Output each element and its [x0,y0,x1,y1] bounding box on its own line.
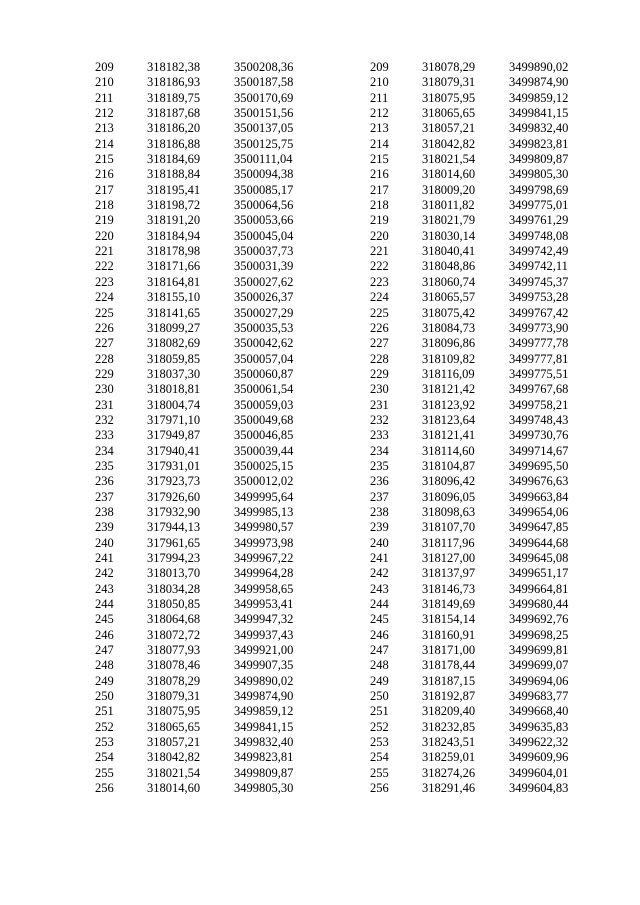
coordinate-x: 318096,42 [422,474,476,489]
coordinate-x: 318188,84 [147,167,201,182]
coordinate-y: 3499832,40 [509,121,569,136]
point-number: 240 [370,535,389,550]
point-number: 224 [95,290,114,305]
coordinate-x: 318155,10 [147,290,201,305]
coordinate-x: 318078,46 [147,658,201,673]
coordinate-y: 3500049,68 [234,412,294,427]
coordinate-y: 3499714,67 [509,443,569,458]
coordinate-x: 318042,82 [147,750,201,765]
coordinate-y: 3499773,90 [509,320,569,335]
point-number: 211 [95,90,114,105]
coordinate-y: 3499859,12 [509,90,569,105]
coordinate-x: 318259,01 [422,750,476,765]
point-number: 243 [370,581,389,596]
point-number: 249 [370,673,389,688]
coordinate-y: 3500125,75 [234,136,294,151]
coordinate-x: 317944,13 [147,520,201,535]
point-number: 256 [95,781,114,796]
point-number: 216 [95,167,114,182]
coordinate-x: 318084,73 [422,320,476,335]
coordinate-y: 3499805,30 [234,781,294,796]
point-number: 224 [370,290,389,305]
coordinate-x: 318059,85 [147,351,201,366]
coordinate-x: 318048,86 [422,259,476,274]
coordinate-y: 3500027,29 [234,305,294,320]
coordinate-y: 3500059,03 [234,397,294,412]
point-number: 233 [370,428,389,443]
coordinate-x: 318117,96 [422,535,475,550]
point-number: 225 [370,305,389,320]
coordinate-y: 3499767,68 [509,382,569,397]
point-number: 223 [95,274,114,289]
coordinate-y: 3499947,32 [234,612,294,627]
coordinate-x: 318114,60 [422,443,475,458]
coordinate-x: 317961,65 [147,535,201,550]
point-number: 247 [370,643,389,658]
coordinate-x: 318040,41 [422,244,476,259]
coordinate-x: 318195,41 [147,182,201,197]
point-number: 254 [370,750,389,765]
coordinate-y: 3500042,62 [234,336,294,351]
point-number: 246 [95,627,114,642]
coordinate-y: 3499958,65 [234,581,294,596]
point-number: 213 [95,121,114,136]
coordinate-y: 3500061,54 [234,382,294,397]
coordinate-x: 318164,81 [147,274,201,289]
coordinate-y: 3499967,22 [234,551,294,565]
coordinate-y: 3499753,28 [509,290,569,305]
coordinate-y: 3500085,17 [234,182,294,197]
coordinate-x: 318021,54 [422,152,476,167]
coordinate-x: 318186,88 [147,136,201,151]
coordinate-y: 3500111,04 [234,152,293,167]
coordinate-x: 317994,23 [147,551,201,565]
coordinate-x: 318011,82 [422,198,475,213]
coordinate-y: 3499635,83 [509,719,569,734]
coordinate-y: 3499683,77 [509,689,569,704]
coordinate-x: 318192,87 [422,689,476,704]
point-number: 245 [95,612,114,627]
point-number: 238 [370,504,389,519]
coordinate-y: 3499604,83 [509,781,569,796]
point-number: 243 [95,581,114,596]
coordinate-y: 3499745,37 [509,274,569,289]
coordinate-x: 318171,66 [147,259,201,274]
point-number: 234 [95,443,114,458]
coordinate-x: 318065,57 [422,290,476,305]
coordinate-x: 318009,20 [422,182,476,197]
coordinate-y: 3499676,63 [509,474,569,489]
coordinate-x: 318171,00 [422,643,476,658]
point-number: 237 [370,489,389,504]
point-number: 256 [370,781,389,796]
coordinate-y: 3499680,44 [509,597,569,612]
coordinate-y: 3499645,08 [509,551,569,565]
point-number: 244 [95,597,114,612]
point-number: 233 [95,428,114,443]
point-number: 255 [95,765,114,780]
point-number: 222 [95,259,114,274]
coordinate-x: 318191,20 [147,213,201,228]
point-number: 253 [370,735,389,750]
coordinate-y: 3500094,38 [234,167,294,182]
coordinate-x: 318187,15 [422,673,476,688]
coordinate-x: 318072,72 [147,627,201,642]
coordinate-y: 3499823,81 [234,750,294,765]
point-number: 252 [95,719,114,734]
coordinate-y: 3499604,01 [509,765,569,780]
point-number: 212 [95,106,114,121]
coordinate-y: 3499874,90 [509,75,569,90]
coordinate-x: 318107,70 [422,520,476,535]
point-number: 209 [95,60,114,74]
point-number: 216 [370,167,389,182]
coordinate-y: 3500053,66 [234,213,294,228]
coordinate-y: 3499973,98 [234,535,294,550]
coordinate-x: 318018,81 [147,382,201,397]
coordinate-y: 3499699,07 [509,658,569,673]
coordinate-y: 3500012,02 [234,474,294,489]
point-number: 245 [370,612,389,627]
coordinate-y: 3499890,02 [509,60,569,74]
coordinate-y: 3500037,73 [234,244,294,259]
coordinate-y: 3499654,06 [509,504,569,519]
coordinate-x: 318065,65 [147,719,201,734]
point-number: 230 [370,382,389,397]
coordinate-y: 3499663,84 [509,489,569,504]
coordinate-y: 3499832,40 [234,735,294,750]
point-number: 223 [370,274,389,289]
point-number: 235 [370,458,389,473]
coordinate-y: 3500057,04 [234,351,294,366]
point-number: 221 [95,244,114,259]
coordinate-x: 318109,82 [422,351,476,366]
coordinate-y: 3499695,50 [509,458,569,473]
coordinate-y: 3499841,15 [234,719,294,734]
point-number: 248 [95,658,114,673]
coordinate-x: 318077,93 [147,643,201,658]
coordinate-x: 318146,73 [422,581,476,596]
coordinate-x: 318078,29 [147,673,201,688]
point-number: 228 [95,351,114,366]
point-number: 240 [95,535,114,550]
coordinate-y: 3499651,17 [509,566,569,581]
coordinate-x: 318160,91 [422,627,476,642]
coordinate-x: 318079,31 [147,689,201,704]
coordinate-y: 3500025,15 [234,458,294,473]
point-number: 221 [370,244,389,259]
point-number: 214 [370,136,389,151]
point-number: 239 [370,520,389,535]
point-number: 229 [95,366,114,381]
coordinate-x: 318075,95 [422,90,476,105]
coordinate-x: 318123,64 [422,412,476,427]
point-number: 230 [95,382,114,397]
coordinate-y: 3499767,42 [509,305,569,320]
coordinate-x: 318184,69 [147,152,201,167]
coordinate-y: 3499699,81 [509,643,569,658]
coordinate-x: 318042,82 [422,136,476,151]
coordinate-y: 3499841,15 [509,106,569,121]
coordinate-x: 318037,30 [147,366,201,381]
coordinate-x: 318209,40 [422,704,476,719]
point-number: 231 [95,397,114,412]
point-number: 227 [95,336,114,351]
coordinate-x: 317971,10 [147,412,201,427]
point-number: 244 [370,597,389,612]
coordinate-y: 3499644,68 [509,535,569,550]
point-number: 215 [370,152,389,167]
coordinate-x: 318187,68 [147,106,201,121]
coordinate-y: 3499777,81 [509,351,569,366]
point-number: 227 [370,336,389,351]
point-number: 247 [95,643,114,658]
coordinate-x: 318004,74 [147,397,201,412]
point-number: 229 [370,366,389,381]
coordinate-x: 317926,60 [147,489,201,504]
coordinate-y: 3499775,51 [509,366,569,381]
coordinate-x: 318198,72 [147,198,201,213]
point-number: 231 [370,397,389,412]
coordinate-y: 3499805,30 [509,167,569,182]
coordinate-y: 3499694,06 [509,673,569,688]
coordinate-y: 3499742,49 [509,244,569,259]
coordinate-y: 3500170,69 [234,90,294,105]
point-number: 214 [95,136,114,151]
point-number: 220 [95,228,114,243]
coordinate-x: 318014,60 [147,781,201,796]
coordinate-x: 318178,98 [147,244,201,259]
coordinate-y: 3499622,32 [509,735,569,750]
point-number: 242 [370,566,389,581]
coordinate-y: 3499647,85 [509,520,569,535]
coordinate-x: 318079,31 [422,75,476,90]
coordinate-y: 3499748,08 [509,228,569,243]
coordinate-y: 3499698,25 [509,627,569,642]
coordinate-x: 318057,21 [147,735,201,750]
coordinate-y: 3499775,01 [509,198,569,213]
point-number: 248 [370,658,389,673]
coordinate-y: 3500151,56 [234,106,294,121]
point-number: 212 [370,106,389,121]
point-number: 218 [370,198,389,213]
coordinate-x: 318123,92 [422,397,476,412]
coordinate-x: 318186,93 [147,75,201,90]
point-number: 236 [370,474,389,489]
coordinate-y: 3499890,02 [234,673,294,688]
point-number: 246 [370,627,389,642]
point-number: 239 [95,520,114,535]
point-number: 232 [370,412,389,427]
coordinate-y: 3500027,62 [234,274,294,289]
point-number: 241 [95,551,114,565]
point-number: 210 [95,75,114,90]
coordinate-x: 318014,60 [422,167,476,182]
coordinate-y: 3500137,05 [234,121,294,136]
coordinate-y: 3499874,90 [234,689,294,704]
point-number: 255 [370,765,389,780]
point-number: 234 [370,443,389,458]
coordinate-x: 318078,29 [422,60,476,74]
point-number: 211 [370,90,389,105]
point-number: 252 [370,719,389,734]
coordinate-y: 3499742,11 [509,259,568,274]
coordinate-y: 3499953,41 [234,597,294,612]
point-number: 228 [370,351,389,366]
coordinate-x: 318099,27 [147,320,201,335]
point-number: 226 [95,320,114,335]
coordinate-y: 3499995,64 [234,489,294,504]
coordinate-y: 3500064,56 [234,198,294,213]
coordinate-x: 318030,14 [422,228,476,243]
point-number: 217 [95,182,114,197]
coordinate-x: 318057,21 [422,121,476,136]
point-number: 251 [370,704,389,719]
point-number: 254 [95,750,114,765]
coordinate-y: 3500035,53 [234,320,294,335]
point-number: 241 [370,551,389,565]
coordinate-y: 3500060,87 [234,366,294,381]
coordinate-y: 3500187,58 [234,75,294,90]
coordinate-x: 318075,95 [147,704,201,719]
coordinate-x: 318274,26 [422,765,476,780]
point-number: 253 [95,735,114,750]
coordinate-x: 318075,42 [422,305,476,320]
coordinate-y: 3499761,29 [509,213,569,228]
coordinate-x: 318021,54 [147,765,201,780]
coordinate-x: 317932,90 [147,504,201,519]
point-number: 236 [95,474,114,489]
coordinate-y: 3499859,12 [234,704,294,719]
coordinate-x: 318034,28 [147,581,201,596]
coordinate-y: 3500026,37 [234,290,294,305]
point-number: 213 [370,121,389,136]
coordinate-x: 318096,86 [422,336,476,351]
coordinate-x: 318149,69 [422,597,476,612]
coordinate-x: 318116,09 [422,366,475,381]
point-number: 250 [370,689,389,704]
point-number: 225 [95,305,114,320]
coordinate-x: 317931,01 [147,458,201,473]
coordinate-x: 318082,69 [147,336,201,351]
coordinate-x: 318178,44 [422,658,476,673]
coordinate-x: 318243,51 [422,735,476,750]
coordinate-y: 3499748,43 [509,412,569,427]
point-number: 250 [95,689,114,704]
coordinate-y: 3499937,43 [234,627,294,642]
coordinate-y: 3499664,81 [509,581,569,596]
coordinate-x: 318060,74 [422,274,476,289]
coordinate-y: 3499964,28 [234,566,294,581]
coordinate-y: 3499921,00 [234,643,294,658]
coordinate-x: 318291,46 [422,781,476,796]
coordinate-x: 318096,05 [422,489,476,504]
point-number: 238 [95,504,114,519]
coordinate-y: 3499907,35 [234,658,294,673]
point-number: 232 [95,412,114,427]
coordinate-x: 317940,41 [147,443,201,458]
coordinate-y: 3499809,87 [509,152,569,167]
coordinate-x: 317923,73 [147,474,201,489]
coordinate-y: 3499609,96 [509,750,569,765]
point-number: 219 [95,213,114,228]
point-number: 222 [370,259,389,274]
point-number: 235 [95,458,114,473]
coordinate-x: 318064,68 [147,612,201,627]
coordinate-y: 3500208,36 [234,60,294,74]
coordinate-y: 3499809,87 [234,765,294,780]
coordinate-x: 318232,85 [422,719,476,734]
coordinate-x: 318098,63 [422,504,476,519]
coordinate-y: 3499758,21 [509,397,569,412]
coordinate-x: 318121,41 [422,428,476,443]
coordinate-x: 317949,87 [147,428,201,443]
coordinate-x: 318137,97 [422,566,476,581]
coordinate-x: 318013,70 [147,566,201,581]
point-number: 251 [95,704,114,719]
coordinate-x: 318154,14 [422,612,476,627]
point-number: 218 [95,198,114,213]
coordinate-x: 318121,42 [422,382,476,397]
coordinate-y: 3499985,13 [234,504,294,519]
coordinate-y: 3499777,78 [509,336,569,351]
coordinate-x: 318141,65 [147,305,201,320]
coordinate-x: 318189,75 [147,90,201,105]
coordinate-y: 3499980,57 [234,520,294,535]
coordinate-x: 318065,65 [422,106,476,121]
point-number: 242 [95,566,114,581]
point-number: 237 [95,489,114,504]
coordinate-x: 318184,94 [147,228,201,243]
coordinate-y: 3500046,85 [234,428,294,443]
coordinate-x: 318104,87 [422,458,476,473]
coordinate-y: 3499692,76 [509,612,569,627]
coordinate-y: 3499730,76 [509,428,569,443]
point-number: 220 [370,228,389,243]
point-number: 210 [370,75,389,90]
coordinate-x: 318182,38 [147,60,201,74]
point-number: 249 [95,673,114,688]
point-number: 209 [370,60,389,74]
coordinate-y: 3500045,04 [234,228,294,243]
coordinate-x: 318021,79 [422,213,476,228]
point-number: 226 [370,320,389,335]
point-number: 219 [370,213,389,228]
coordinate-y: 3500039,44 [234,443,294,458]
coordinate-y: 3499823,81 [509,136,569,151]
point-number: 215 [95,152,114,167]
point-number: 217 [370,182,389,197]
coordinate-x: 318186,20 [147,121,201,136]
coordinate-x: 318050,85 [147,597,201,612]
coordinate-y: 3500031,39 [234,259,294,274]
coordinate-y: 3499798,69 [509,182,569,197]
coordinate-y: 3499668,40 [509,704,569,719]
coordinate-x: 318127,00 [422,551,476,565]
